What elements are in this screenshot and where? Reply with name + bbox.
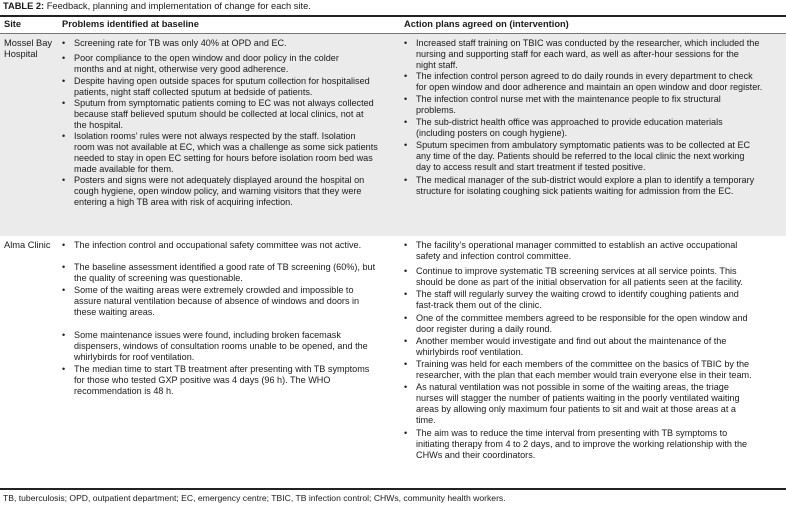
table-title: Feedback, planning and implementation of change for each site.	[46, 1, 311, 11]
item-text-line: Sputum specimen from ambulatory symptomatic patients was to be collected at EC	[416, 140, 751, 150]
bullet-icon: •	[62, 53, 66, 63]
item-text-line: initiating therapy from 4 to 2 days, and to improve the working relationship with the	[416, 438, 748, 449]
bullet-icon: •	[404, 175, 408, 185]
bullet-icon: •	[62, 98, 66, 108]
item-text-line: Posters and signs were not adequately displayed around the hospital on	[74, 175, 365, 185]
item-text-line: Training was held for each members of the committee on the basics of TBIC by the	[416, 359, 750, 369]
bullet-icon: •	[62, 240, 66, 250]
item-text-line: Another member would investigate and find out about the maintenance of the	[416, 336, 727, 346]
item-text	[416, 71, 762, 93]
table-caption	[3, 1, 311, 11]
item-text	[416, 117, 723, 139]
item-text	[416, 336, 726, 358]
item-text	[416, 428, 747, 461]
item-text-line: cough hygiene, open window policy, and warning visitors that they were	[74, 185, 362, 196]
item-text	[416, 289, 739, 311]
item-text-line: Some maintenance issues were found, including broken facemask	[74, 330, 341, 340]
bottom-rule	[0, 488, 786, 490]
item-text-line: Sputum from symptomatic patients coming to EC was not always collected	[74, 98, 374, 108]
site-name-line1: Alma Clinic	[4, 240, 51, 250]
site-name-line2: Hospital	[4, 49, 38, 60]
item-text-line: for those who tested GXP positive was 4 days (96 h). The WHO	[74, 374, 331, 385]
bullet-icon: •	[62, 364, 66, 374]
item-text-line: One of the committee members agreed to be responsible for the open window and	[416, 313, 748, 323]
item-text	[416, 382, 740, 426]
item-text	[74, 364, 369, 397]
header-actions: Action plans agreed on (intervention)	[404, 19, 569, 29]
header-problems: Problems identified at baseline	[62, 19, 199, 29]
header-site: Site	[4, 19, 22, 29]
bullet-icon: •	[404, 266, 408, 276]
bullet-icon: •	[404, 38, 408, 48]
bullet-icon: •	[404, 240, 408, 250]
item-text-line: needed to stay in open EC setting for hours before isolation room bed was	[74, 152, 373, 163]
site-cell	[4, 38, 52, 61]
item-text	[416, 94, 721, 116]
item-text-line: these waiting areas.	[74, 306, 155, 317]
item-text-line: time.	[416, 414, 436, 425]
item-text	[74, 98, 374, 131]
table-row-mossel-bay	[0, 34, 786, 236]
item-text	[416, 175, 754, 197]
table-header	[0, 17, 786, 33]
item-text-line: Despite having open outside spaces for sputum collection for hospitalised	[74, 76, 370, 86]
item-text	[416, 266, 743, 288]
item-text	[74, 38, 287, 49]
item-text-line: should be done as part of the initial observation for all patients seen at the facility.	[416, 276, 743, 287]
item-text	[74, 53, 339, 75]
item-text-line: safety and infection control committee.	[416, 250, 572, 261]
item-text-line: (including posters on cough hygiene).	[416, 127, 568, 138]
item-text-line: recommendation is 48 h.	[74, 385, 174, 396]
item-text-line: the hospital.	[74, 119, 124, 130]
item-text	[74, 76, 370, 98]
item-text-line: months and at night, otherwise very good adherence.	[74, 63, 289, 74]
item-text-line: Screening rate for TB was only 40% at OPD and EC.	[74, 38, 287, 48]
item-text	[416, 38, 759, 71]
item-text-line: Some of the waiting areas were extremely crowded and impossible to	[74, 285, 354, 295]
item-text	[74, 175, 364, 208]
item-text-line: room was not available at EC, which was a challenge as some sick patients	[74, 141, 378, 152]
bullet-icon: •	[62, 131, 66, 141]
item-text-line: Increased staff training on TBIC was conducted by the researcher, which included the	[416, 38, 760, 48]
item-text-line: The staff will regularly survey the waiting crowd to identify coughing patients and	[416, 289, 739, 299]
item-text	[416, 240, 737, 262]
item-text-line: patients, night staff collected sputum at bedside of patients.	[74, 86, 313, 97]
item-text-line: The facility’s operational manager committed to establish an active occupational	[416, 240, 738, 250]
item-text-line: researcher, with the plan that each member would train everyone else in their team.	[416, 369, 752, 380]
item-text-line: The infection control person agreed to do daily rounds in every department to check	[416, 71, 753, 81]
bullet-icon: •	[62, 175, 66, 185]
item-text-line: structure for isolating coughing sick patients waiting for admission from the EC.	[416, 185, 734, 196]
site-cell	[4, 240, 51, 251]
item-text	[416, 313, 748, 335]
item-text	[74, 330, 368, 363]
item-text-line: any time of the day. Patients should be referred to the local clinic the next working	[416, 150, 745, 161]
bullet-icon: •	[404, 71, 408, 81]
item-text-line: made available for them.	[74, 163, 174, 174]
item-text-line: The aim was to reduce the time interval from presenting with TB symptoms to	[416, 428, 728, 438]
item-text-line: the quality of screening was questionable.	[74, 272, 243, 283]
table-row-alma-clinic	[0, 236, 786, 488]
item-text-line: nurses will stagger the number of patients waiting in the poorly ventilated waiting	[416, 392, 740, 403]
item-text-line: As natural ventilation was not possible in some of the waiting areas, the triage	[416, 382, 729, 392]
item-text-line: The baseline assessment identified a good rate of TB screening (60%), but	[74, 262, 376, 272]
item-text-line: for open window and door adherence and maintain an open window and door register.	[416, 81, 763, 92]
bullet-icon: •	[404, 428, 408, 438]
item-text-line: whirlybirds for roof ventilation.	[74, 351, 195, 362]
bullet-icon: •	[404, 289, 408, 299]
item-text-line: The sub-district health office was approached to provide education materials	[416, 117, 723, 127]
item-text-line: The infection control and occupational safety committee was not active.	[74, 240, 362, 250]
item-text-line: night staff.	[416, 59, 458, 70]
item-text-line: The median time to start TB treatment after presenting with TB symptoms	[74, 364, 370, 374]
item-text	[74, 262, 375, 284]
item-text-line: The infection control nurse met with the maintenance people to fix structural	[416, 94, 721, 104]
bullet-icon: •	[404, 140, 408, 150]
item-text	[416, 359, 752, 381]
bullet-icon: •	[62, 330, 66, 340]
item-text-line: fast-track them out of the clinic.	[416, 299, 542, 310]
bullet-icon: •	[404, 94, 408, 104]
item-text	[74, 131, 378, 175]
bullet-icon: •	[404, 336, 408, 346]
item-text-line: Continue to improve systematic TB screening services at all service points. This	[416, 266, 737, 276]
item-text-line: because staff believed sputum should be collected at local clinics, not at	[74, 108, 364, 119]
item-text-line: entering a high TB area with risk of acquiring infection.	[74, 196, 293, 207]
item-text-line: door register during a daily round.	[416, 323, 552, 334]
table-label: TABLE 2:	[3, 1, 45, 11]
bullet-icon: •	[62, 38, 66, 48]
site-name-line1: Mossel Bay	[4, 38, 53, 48]
item-text-line: whirlybirds roof ventilation.	[416, 346, 524, 357]
item-text-line: Poor compliance to the open window and door policy in the colder	[74, 53, 339, 63]
item-text-line: CHWs and their coordinators.	[416, 449, 536, 460]
item-text-line: Isolation rooms’ rules were not always respected by the staff. Isolation	[74, 131, 356, 141]
bullet-icon: •	[404, 382, 408, 392]
item-text-line: areas by allowing only maximum four patients to sit and wait at those areas at a	[416, 403, 736, 414]
bullet-icon: •	[62, 76, 66, 86]
item-text-line: nursing and supporting staff for each ward, as well as after-hour sessions for the	[416, 48, 739, 59]
item-text	[74, 240, 361, 251]
item-text	[74, 285, 359, 318]
bullet-icon: •	[62, 262, 66, 272]
item-text-line: day to access result and start treatment if tested positive.	[416, 161, 646, 172]
item-text	[416, 140, 750, 173]
bullet-icon: •	[62, 285, 66, 295]
bullet-icon: •	[404, 117, 408, 127]
item-text-line: The medical manager of the sub-district would explore a plan to identify a temporary	[416, 175, 755, 185]
bullet-icon: •	[404, 313, 408, 323]
item-text-line: problems.	[416, 104, 456, 115]
item-text-line: dispensers, windows of consultation rooms unable to be opened, and the	[74, 340, 368, 351]
item-text-line: assure natural ventilation because of absence of windows and doors in	[74, 295, 360, 306]
bullet-icon: •	[404, 359, 408, 369]
table-footnote: TB, tuberculosis; OPD, outpatient department; EC, emergency centre; TBIC, TB infection control; CHWs, community health workers.	[3, 493, 506, 503]
